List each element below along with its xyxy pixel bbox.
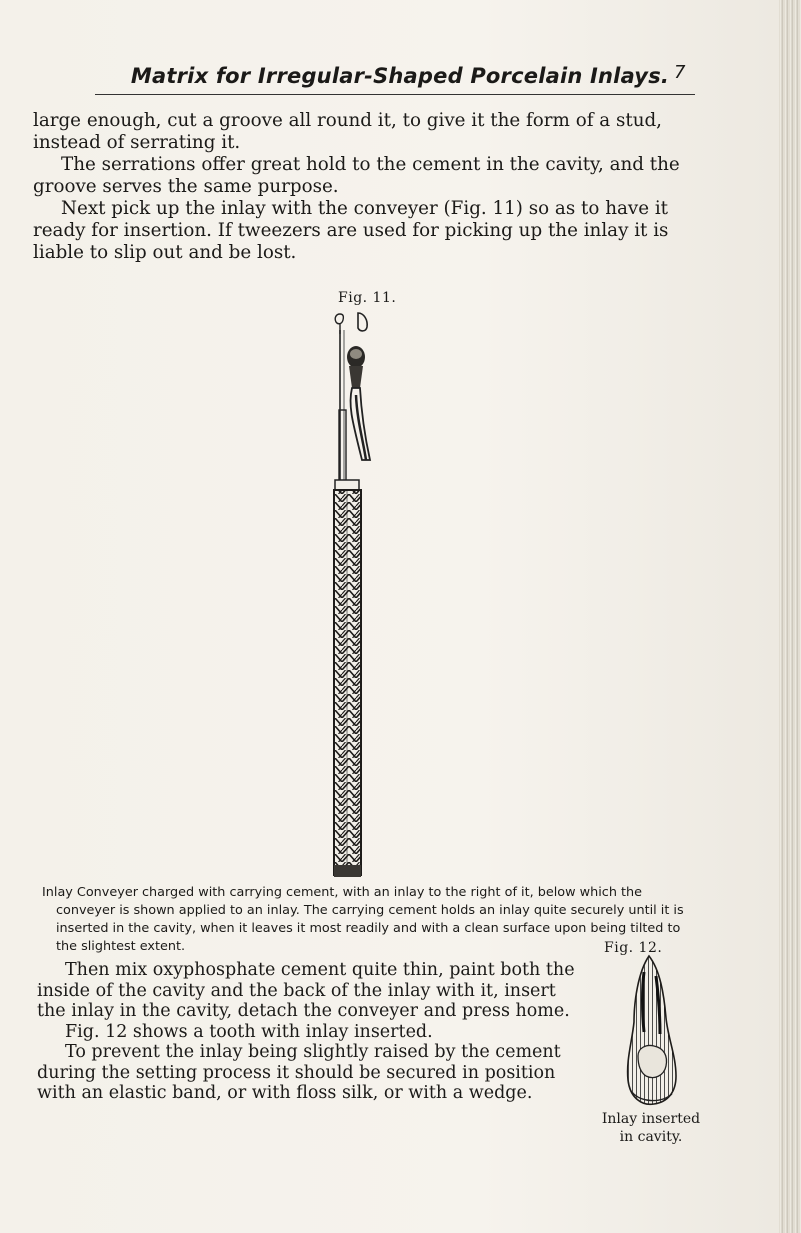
figure-12-caption	[596, 1110, 706, 1146]
figure-11-caption: Inlay Conveyer charged with carrying cement, with an inlay to the right of it, below which the conveyer is shown applied to an inlay. The carrying cement holds an inlay quite securely until it is inserted in the cavity, when it leaves it most readily and with a clean surface upon being tilted to the slightest extent.	[42, 885, 684, 954]
tooth-with-inlay-illustration	[616, 952, 686, 1112]
paragraph-2: The serrations offer great hold to the cement in the cavity, and the groove serves the same purpose.	[33, 154, 680, 197]
figure-11-label: Fig. 11.	[338, 290, 397, 306]
instructions-text	[37, 960, 577, 1104]
page-number: 7	[674, 62, 686, 83]
paragraph-3: Next pick up the inlay with the conveyer (Fig. 11) so as to have it ready for insertion. If tweezers are used for picking up the inlay it is liable to slip out and be lost.	[33, 198, 669, 263]
page-edge-shadow	[779, 0, 801, 1233]
figure-12-caption-line-1: Inlay inserted	[601, 1111, 701, 1127]
paragraph-1: large enough, cut a groove all round it, to give it the form of a stud, instead of serrating it.	[33, 110, 662, 153]
inlay-conveyer-illustration	[300, 310, 420, 880]
paragraph-4: Then mix oxyphosphate cement quite thin, paint both the inside of the cavity and the back of the inlay with it, insert the inlay in the cavity, detach the conveyer and press home.	[37, 960, 575, 1021]
running-title: Matrix for Irregular-Shaped Porcelain Inlays.	[130, 64, 670, 88]
paragraph-6: To prevent the inlay being slightly raised by the cement during the setting process it should be secured in position with an elastic band, or with floss silk, or with a wedge.	[37, 1042, 561, 1103]
header-rule	[95, 94, 695, 95]
paragraph-5: Fig. 12 shows a tooth with inlay inserted.	[65, 1021, 433, 1042]
figure-12-label: Fig. 12.	[604, 940, 663, 956]
figure-12-caption-line-2: in cavity.	[619, 1129, 683, 1145]
